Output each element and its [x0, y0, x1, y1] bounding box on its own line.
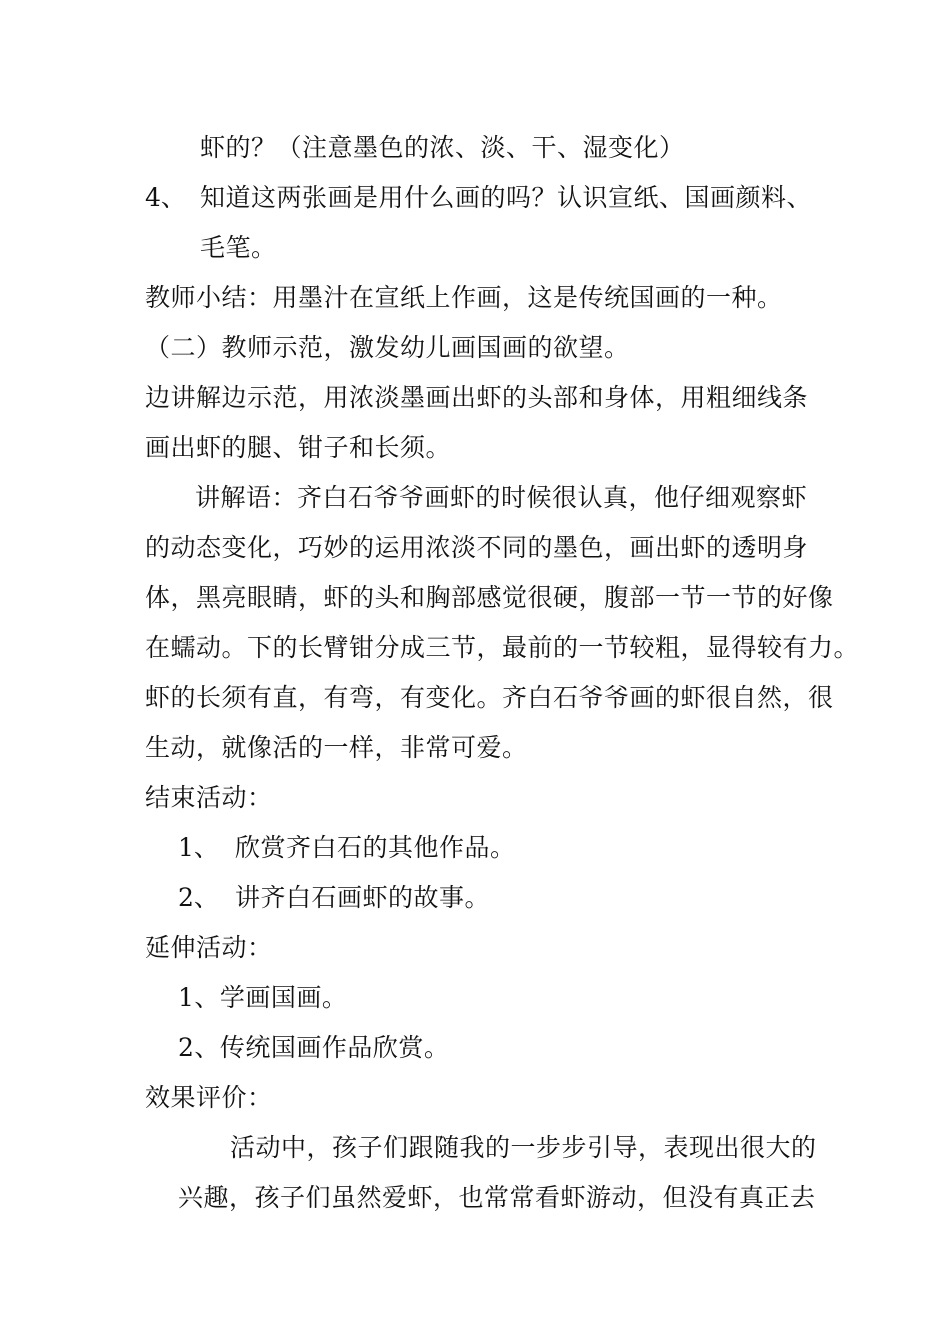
list-item: 欣赏齐白石的其他作品。 [235, 833, 516, 862]
section-heading: 结束活动： [145, 783, 273, 812]
text-line: 画出虾的腿、钳子和长须。 [145, 433, 452, 462]
text-line: 毛笔。 [200, 233, 277, 262]
text-line: 兴趣，孩子们虽然爱虾，也常常看虾游动，但没有真正去 [178, 1183, 816, 1212]
text-line: 边讲解边示范，用浓淡墨画出虾的头部和身体，用粗细线条 [145, 383, 809, 412]
text-line: 在蠕动。下的长臂钳分成三节，最前的一节较粗，显得较有力。 [145, 633, 860, 662]
text-line: 生动，就像活的一样，非常可爱。 [145, 733, 528, 762]
text-line: 活动中，孩子们跟随我的一步步引导，表现出很大的 [230, 1133, 817, 1162]
list-number: 4、 [145, 183, 186, 212]
text-line: 教师小结：用墨汁在宣纸上作画，这是传统国画的一种。 [145, 283, 783, 312]
text-line: 知道这两张画是用什么画的吗？认识宣纸、国画颜料、 [200, 183, 813, 212]
text-line: 体，黑亮眼睛，虾的头和胸部感觉很硬，腹部一节一节的好像 [145, 583, 834, 612]
section-heading: 延伸活动： [145, 933, 273, 962]
list-item: 1、学画国画。 [178, 983, 348, 1012]
text-line: 虾的？（注意墨色的浓、淡、干、湿变化） [200, 133, 685, 162]
text-line: 讲解语：齐白石爷爷画虾的时候很认真，他仔细观察虾 [195, 483, 808, 512]
list-item: 讲齐白石画虾的故事。 [235, 883, 491, 912]
text-line: 的动态变化，巧妙的运用浓淡不同的墨色，画出虾的透明身 [145, 533, 809, 562]
list-number: 2、 [178, 883, 219, 912]
section-heading: 效果评价： [145, 1083, 273, 1112]
section-heading: （二）教师示范，激发幼儿画国画的欲望。 [145, 333, 630, 362]
list-item: 2、传统国画作品欣赏。 [178, 1033, 450, 1062]
text-line: 虾的长须有直，有弯，有变化。齐白石爷爷画的虾很自然，很 [145, 683, 834, 712]
list-number: 1、 [178, 833, 219, 862]
